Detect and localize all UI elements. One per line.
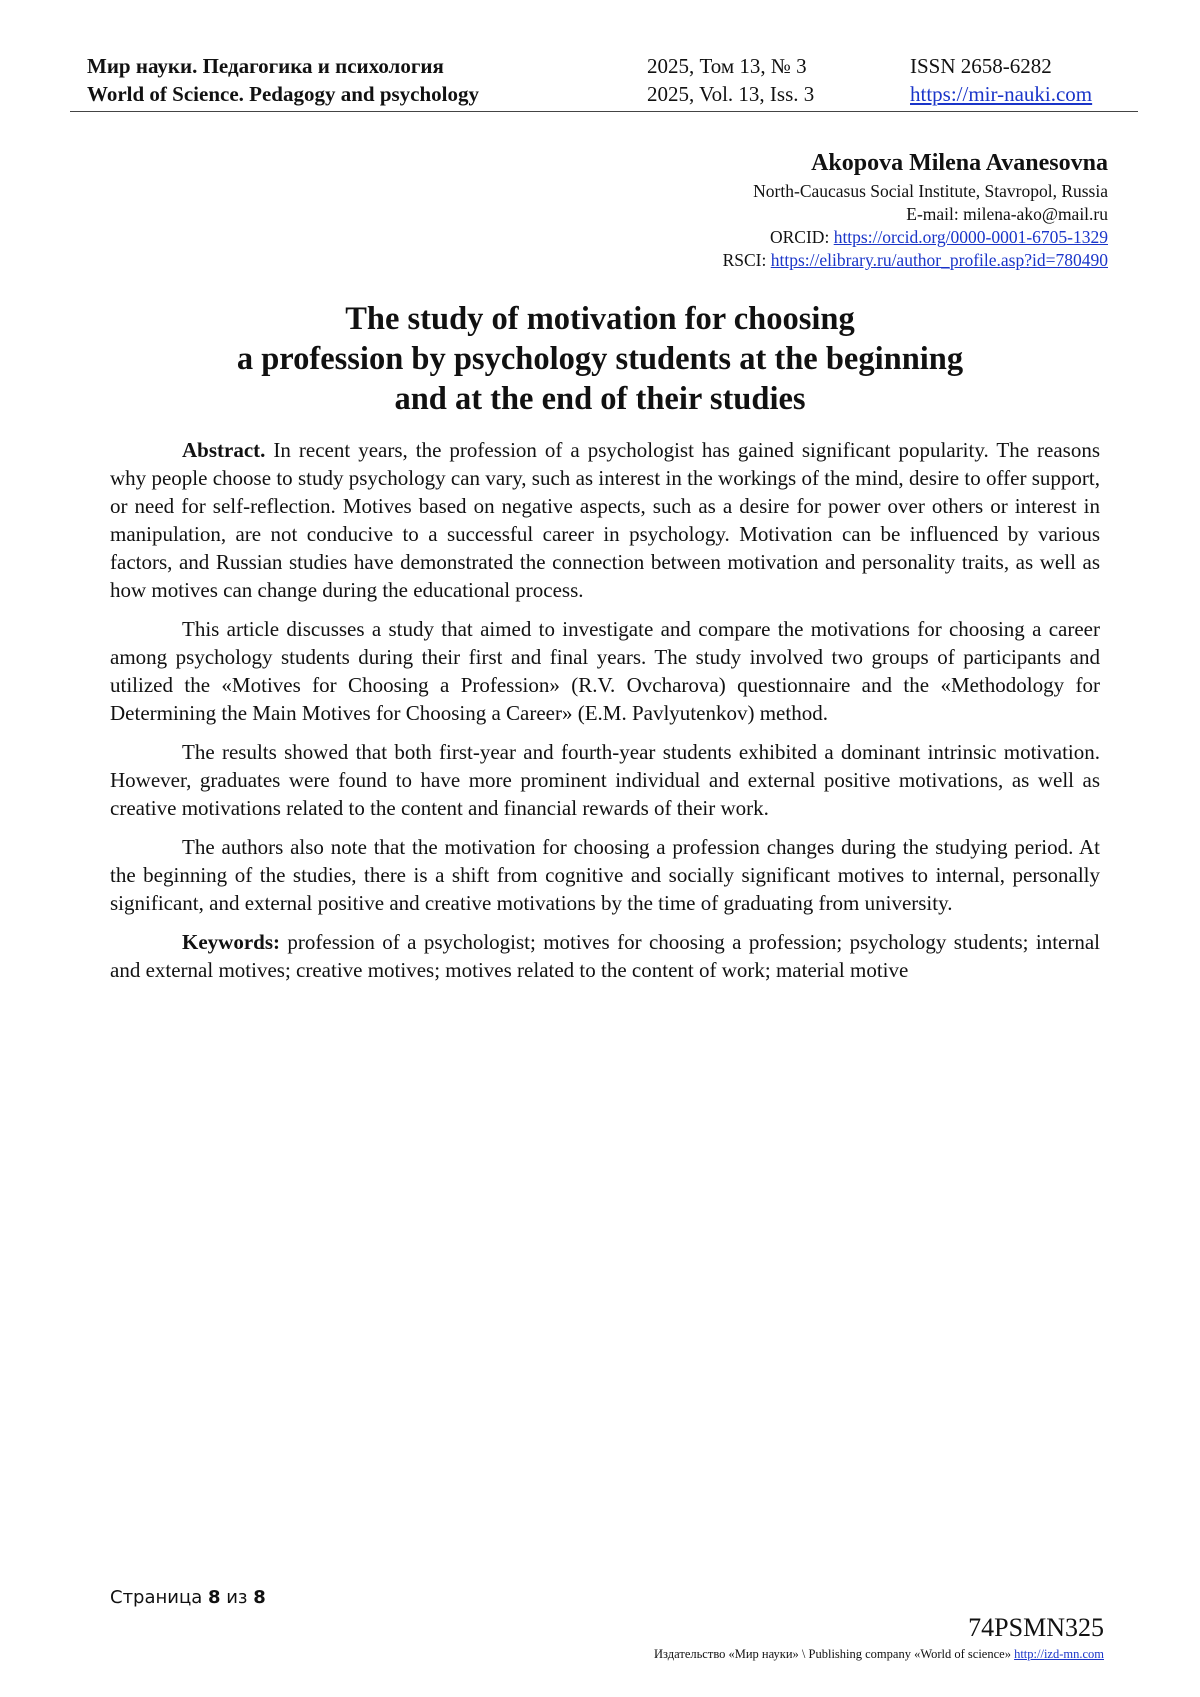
journal-website-link[interactable]: https://mir-nauki.com <box>910 82 1093 106</box>
abstract-paragraph-1 <box>110 436 1100 604</box>
journal-title-en: World of Science. Pedagogy and psychology <box>87 82 480 106</box>
issn: ISSN 2658-6282 <box>910 54 1052 78</box>
rsci-link[interactable]: https://elibrary.ru/author_profile.asp?id=780490 <box>770 250 1108 270</box>
journal-header <box>87 52 1137 108</box>
header-row-ru <box>87 52 1137 80</box>
page-total: 8 <box>253 1587 266 1608</box>
abstract-label: Abstract. <box>182 438 266 462</box>
rsci-label: RSCI: <box>722 250 771 270</box>
abstract-paragraph-2: This article discusses a study that aimed to investigate and compare the motivations for choosing a career among psychology students during their first and final years. The study involved two groups of participants and utilized the «Motives for Choosing a Profession» (R.V. Ovcharova) questionnaire and the «Methodology for Determining the Main Motives for Choosing a Career» (E.M. Pavlyutenkov) method. <box>110 617 1100 725</box>
publisher-line <box>654 1647 1104 1662</box>
page-current: 8 <box>207 1587 221 1608</box>
abstract-paragraph-4: The authors also note that the motivation for choosing a profession changes during the studying period. At the beginning of the studies, there is a shift from cognitive and socially significant motives to internal, personally significant, and external positive and creative motivations by the time of graduating from university. <box>110 835 1100 915</box>
author-rsci <box>408 249 1108 272</box>
author-email: E-mail: milena-ako@mail.ru <box>906 204 1108 224</box>
title-line-1: The study of motivation for choosing <box>345 301 855 337</box>
issue-en: 2025, Vol. 13, Iss. 3 <box>647 82 815 106</box>
article-title <box>100 299 1100 419</box>
orcid-link[interactable]: https://orcid.org/0000-0001-6705-1329 <box>833 227 1108 247</box>
header-divider <box>70 111 1138 112</box>
page-prefix: Страница <box>110 1587 208 1608</box>
header-row-en <box>87 80 1137 108</box>
keywords-label: Keywords: <box>182 930 280 954</box>
abstract-text-1: In recent years, the profession of a psychologist has gained significant popularity. The reasons why people choose to study psychology can vary, such as interest in the workings of the mind, desire to offer support, or need for self-reflection. Motives based on negative aspects, such as a desire for power over others or interest in manipulation, are not conducive to a successful career in psychology. Motivation can be influenced by various factors, and Russian studies have demonstrated the connection between motivation and personality traits, as well as how motives can change during the educational process. <box>110 438 1100 602</box>
page-middle: из <box>220 1587 254 1608</box>
orcid-label: ORCID: <box>770 227 834 247</box>
keywords-text: profession of a psychologist; motives for choosing a profession; psychology students; internal and external motives; creative motives; motives related to the content of work; material motive <box>110 930 1100 982</box>
article-code: 74PSMN325 <box>968 1613 1104 1642</box>
author-name: Akopova Milena Avanesovna <box>811 150 1108 176</box>
author-orcid <box>408 226 1108 249</box>
abstract-paragraph-3: The results showed that both first-year and fourth-year students exhibited a dominant intrinsic motivation. However, graduates were found to have more prominent individual and external positive motivations, as well as creative motivations related to the content and financial rewards of their work. <box>110 740 1100 820</box>
title-line-2: a profession by psychology students at the beginning <box>236 341 964 377</box>
title-line-3: and at the end of their studies <box>394 381 806 417</box>
page-number <box>110 1587 266 1608</box>
keywords-paragraph <box>110 928 1100 984</box>
publisher-text: Издательство «Мир науки» \ Publishing company «World of science» <box>654 1647 1015 1661</box>
publisher-link[interactable]: http://izd-mn.com <box>1014 1647 1104 1661</box>
journal-title-ru: Мир науки. Педагогика и психология <box>87 54 444 78</box>
article-body <box>110 436 1100 995</box>
author-affiliation: North-Caucasus Social Institute, Stavropol, Russia <box>753 181 1108 201</box>
author-block <box>408 148 1108 272</box>
issue-ru: 2025, Том 13, № 3 <box>647 54 807 78</box>
